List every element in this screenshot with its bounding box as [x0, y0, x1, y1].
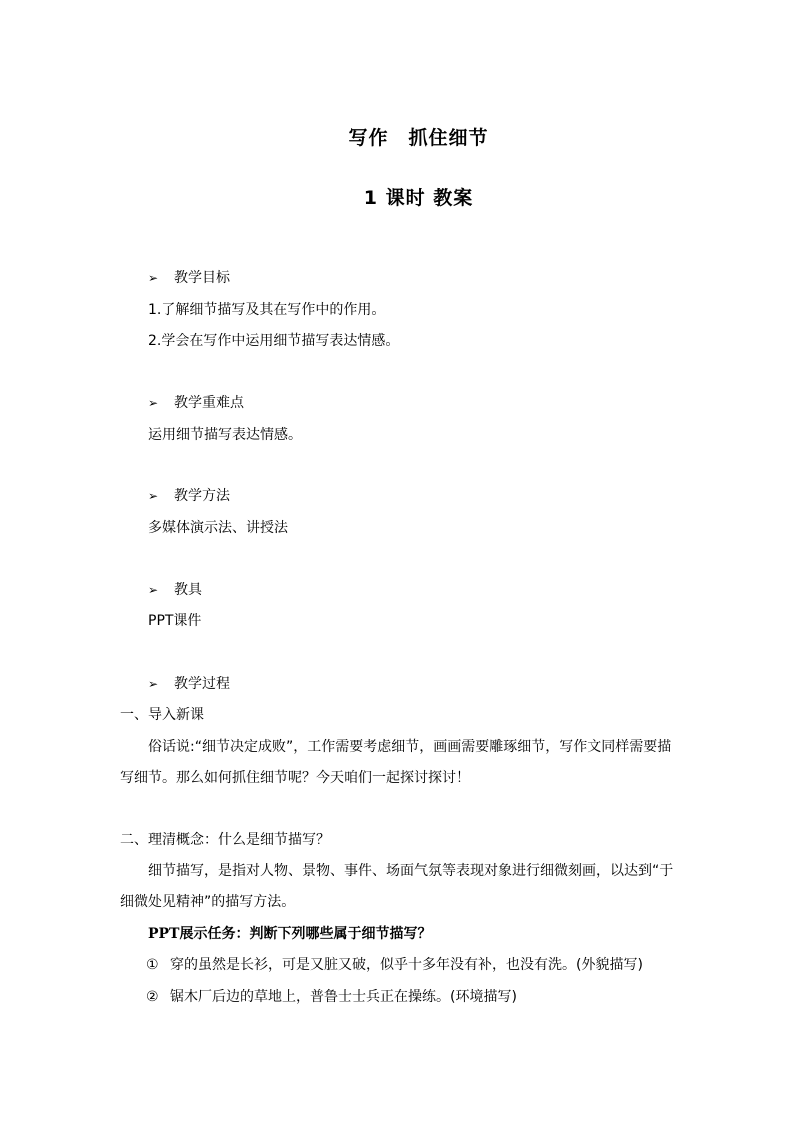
section-heading-process: [148, 674, 230, 694]
heading-text: 教具: [174, 582, 202, 598]
ppt-task: [148, 924, 431, 944]
section-heading-methods: [148, 486, 230, 506]
part2-title: 二、理清概念：什么是细节描写？: [120, 832, 330, 848]
part1-text-line1: 俗话说:“细节决定成败”，工作需要考虑细节，画画需要雕琢细节，写作文同样需要描: [148, 739, 672, 755]
document-title: 写作 抓住细节: [348, 127, 489, 149]
example-item: [146, 955, 643, 975]
section-heading-tools: [148, 580, 202, 600]
part2-text-line2: 细微处见精神”的描写方法。: [120, 894, 296, 910]
circled-number-marker: ②: [146, 989, 159, 1005]
document-subtitle: 1 课时 教案: [363, 187, 474, 209]
heading-text: 教学过程: [174, 676, 230, 692]
tools-text: PPT课件: [148, 613, 202, 629]
ppt-task-text: 判断下列哪些属于细节描写？: [249, 926, 432, 942]
arrow-bullet-icon: ➢: [148, 396, 159, 410]
heading-text: 教学重难点: [174, 395, 244, 411]
key-points-text: 运用细节描写表达情感。: [148, 427, 302, 443]
methods-text: 多媒体演示法、讲授法: [148, 520, 288, 536]
ppt-task-label: PPT展示任务：: [148, 926, 250, 942]
example-text: 穿的虽然是长衫，可是又脏又破，似乎十多年没有补，也没有洗。(外貌描写): [170, 957, 643, 973]
heading-text: 教学方法: [174, 488, 230, 504]
arrow-bullet-icon: ➢: [148, 271, 159, 285]
goal-item: 2.学会在写作中运用细节描写表达情感。: [148, 333, 400, 349]
arrow-bullet-icon: ➢: [148, 583, 159, 597]
circled-number-marker: ①: [146, 957, 159, 973]
heading-text: 教学目标: [174, 270, 230, 286]
example-item: [146, 987, 517, 1007]
part1-text-line2: 写细节。那么如何抓住细节呢？今天咱们一起探讨探讨！: [120, 770, 470, 786]
arrow-bullet-icon: ➢: [148, 677, 159, 691]
example-text: 锯木厂后边的草地上，普鲁士士兵正在操练。(环境描写): [170, 989, 517, 1005]
section-heading-key-points: [148, 393, 244, 413]
arrow-bullet-icon: ➢: [148, 489, 159, 503]
goal-item: 1.了解细节描写及其在写作中的作用。: [148, 302, 386, 318]
section-heading-goals: [148, 268, 230, 288]
part2-text-line1: 细节描写，是指对人物、景物、事件、场面气氛等表现对象进行细微刻画，以达到“于: [148, 863, 674, 879]
part1-title: 一、导入新课: [120, 707, 204, 723]
